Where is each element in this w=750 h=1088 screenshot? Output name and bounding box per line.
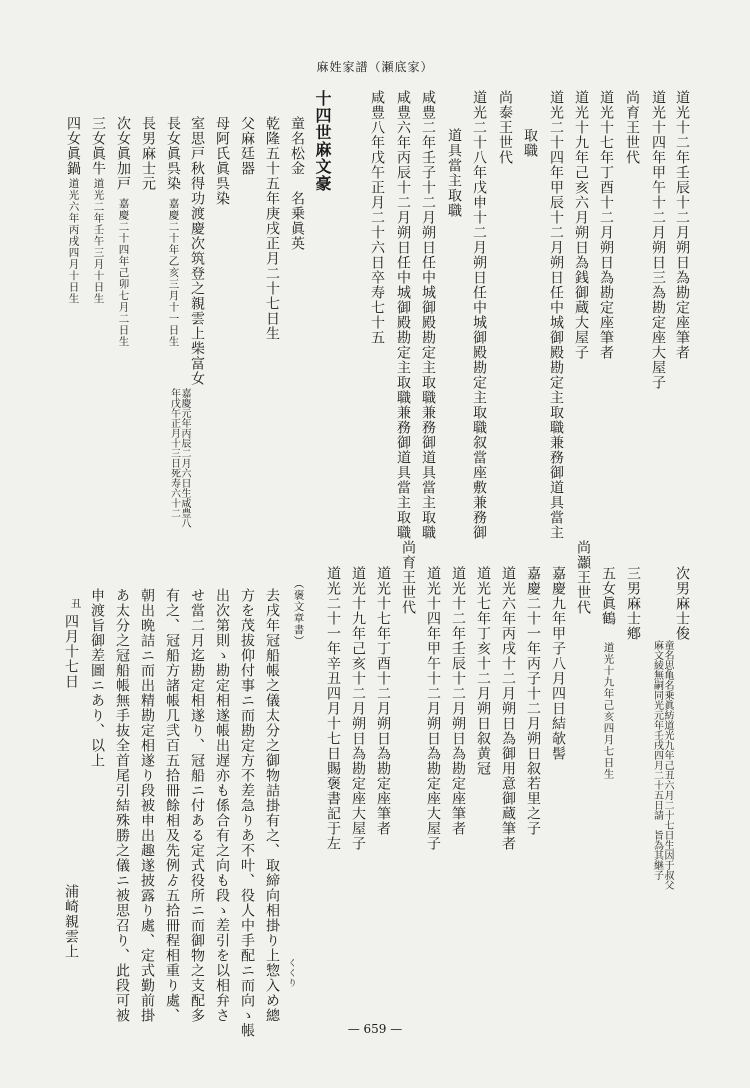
text-column: 長女眞呉染 bbox=[165, 116, 181, 191]
section-heading: 尚育王世代 bbox=[400, 540, 416, 615]
generation-heading: 十四世麻文豪 bbox=[313, 90, 332, 192]
text-column: せ當二月迄勘定相遂り、冠船ニ付ある定式役所ニ而御物之支配多 bbox=[189, 588, 205, 1023]
text-column: 道光二十一年辛丑四月十七日賜褒書記于左 bbox=[325, 566, 341, 851]
text-column: 道光二十四年甲辰十二月朔日任中城御殿勘定主取職兼務御道具當主 bbox=[548, 90, 564, 540]
signature: 浦崎親雲上 bbox=[63, 884, 79, 959]
text-column: 出次第則ゝ勘定相遂帳出遅亦も係合有之向も段ゝ差引を以相弁さ bbox=[214, 588, 230, 1023]
running-header: 麻姓家譜（瀬底家） bbox=[316, 60, 434, 74]
annotation-line: 童名思亀名乗眞紡道光九年己丑六月二十七日生因于叔父 bbox=[662, 640, 673, 890]
text-column: 次男麻士俊 bbox=[674, 566, 690, 641]
text-column: 道光十七年丁酉十二月朔日為勘定座筆者 bbox=[598, 90, 614, 360]
text-column: 道光七年丁亥十二月朔日叙黄冠 bbox=[475, 566, 491, 776]
text-column: あ太分之冠船帳無手抜全首尾引結殊勝之儀ニ被思召り、此段可被 bbox=[114, 588, 130, 1023]
text-column: 朝出晩詰ニ而出精勘定相遂り段被申出趣遂披露り處、定式勤前掛 bbox=[139, 588, 155, 1023]
text-column: 四女眞鍋 bbox=[65, 116, 81, 176]
text-column: 嘉慶二十一年丙子十二月朔日叙若里之子 bbox=[525, 566, 541, 836]
text-column: 取職 bbox=[522, 128, 538, 158]
text-column: 方を茂拔仰付事ニ而勘定方不差急りあ不叶、役人中手配ニ而向ゝ帳 bbox=[239, 588, 255, 1038]
ruby-annotation: くくり bbox=[286, 958, 296, 988]
annotation: 道光二年壬午三月十日生 bbox=[92, 178, 105, 305]
text-column: 三男麻士鄕 bbox=[625, 566, 641, 641]
section-heading: 尚泰王世代 bbox=[497, 90, 513, 165]
text-column: 五女眞鶴 bbox=[600, 566, 616, 626]
annotation: 嘉慶二十四年己卯七月二日生 bbox=[117, 198, 130, 348]
text-column: 次女眞加戸 bbox=[115, 116, 131, 191]
text-column: 申渡旨御差圖ニあり、以上 bbox=[89, 588, 105, 768]
annotation-line: 嘉慶元年丙辰二月六日生咸豊八 bbox=[179, 388, 190, 528]
text-column: 道光十七年丁酉十二月朔日為勘定座筆者 bbox=[375, 566, 391, 836]
text-column: 丑 bbox=[69, 598, 82, 610]
annotation-line: 年戊午正月十三日死寿六十二 bbox=[168, 388, 180, 518]
text-column: 道光十九年己亥六月朔日為銭御蔵大屋子 bbox=[573, 90, 589, 360]
text-column: 童名松金 名乗眞英 bbox=[289, 116, 305, 251]
annotation: 嘉慶二十年乙亥三月十一日生 bbox=[167, 198, 180, 348]
page-number: — 659 — bbox=[347, 1022, 403, 1036]
text-column: 道光十九年己亥十二月朔日為勘定座大屋子 bbox=[350, 566, 366, 851]
text-column: 道光二十八年戊申十二月朔日任中城御殿勘定主取職叙當座敷兼務御 bbox=[471, 90, 487, 540]
text-column: 四月十七日 bbox=[63, 614, 79, 689]
text-column: 道光十四年甲午十二月朔日為勘定座大屋子 bbox=[425, 566, 441, 851]
text-column: 咸豊八年戊午正月二十六日卒寿七十五 bbox=[369, 90, 385, 345]
section-heading: 尚灝王世代 bbox=[575, 540, 591, 615]
text-column: 道光十二年壬辰十二月朔日為勘定座筆者 bbox=[450, 566, 466, 836]
text-column: 去戌年冠船帳之儀太分之御物詰掛有之、取締向相掛り上惣入め總 bbox=[264, 588, 280, 1023]
text-column: 有之、冠船方諸帳几弐百五拾冊餘相及先例ゟ五拾冊程相重り處、 bbox=[164, 588, 180, 1023]
text-column: 三女眞牛 bbox=[90, 116, 106, 176]
text-column: 嘉慶九年甲子八月四日結欹髻 bbox=[550, 566, 566, 761]
annotation: 道光六年丙戌四月十日生 bbox=[67, 178, 80, 305]
text-column: 父麻廷器 bbox=[239, 116, 255, 176]
annotation-pair bbox=[168, 388, 189, 528]
text-column: 咸豊六年丙辰十二月朔日任中城御殿勘定主取職兼務御道具當主取職 bbox=[395, 90, 411, 540]
annotation-pair bbox=[651, 640, 672, 890]
text-column: 道具當主取職 bbox=[446, 128, 462, 218]
text-column: 道光十二年壬辰十二月朔日為勘定座筆者 bbox=[674, 90, 690, 360]
text-column: 母阿氏眞呉染 bbox=[214, 116, 230, 206]
section-heading: 尚育王世代 bbox=[624, 90, 640, 165]
annotation-line: 麻文綾無嗣同光元年壬戌四月二十五日請 旨為其継子 bbox=[651, 640, 663, 880]
annotation: 道光十九年己亥四月七日生 bbox=[602, 642, 615, 780]
document-title: （褒文章書） bbox=[292, 578, 305, 647]
text-column: 道光十四年甲午十二月朔日三為勘定座大屋子 bbox=[650, 90, 666, 390]
text-column: 室思戸秋得功渡慶次筑登之親雲上柴富女 bbox=[189, 116, 205, 386]
text-column: 咸豊二年壬子十二月朔日任中城御殿勘定主取職兼務御道具當主取職 bbox=[420, 90, 436, 540]
text-column: 乾隆五十五年庚戌正月二十七日生 bbox=[264, 116, 280, 341]
text-column: 道光六年丙戌十二月朔日為御用意御蔵筆者 bbox=[500, 566, 516, 851]
text-column: 長男麻士元 bbox=[140, 116, 156, 191]
